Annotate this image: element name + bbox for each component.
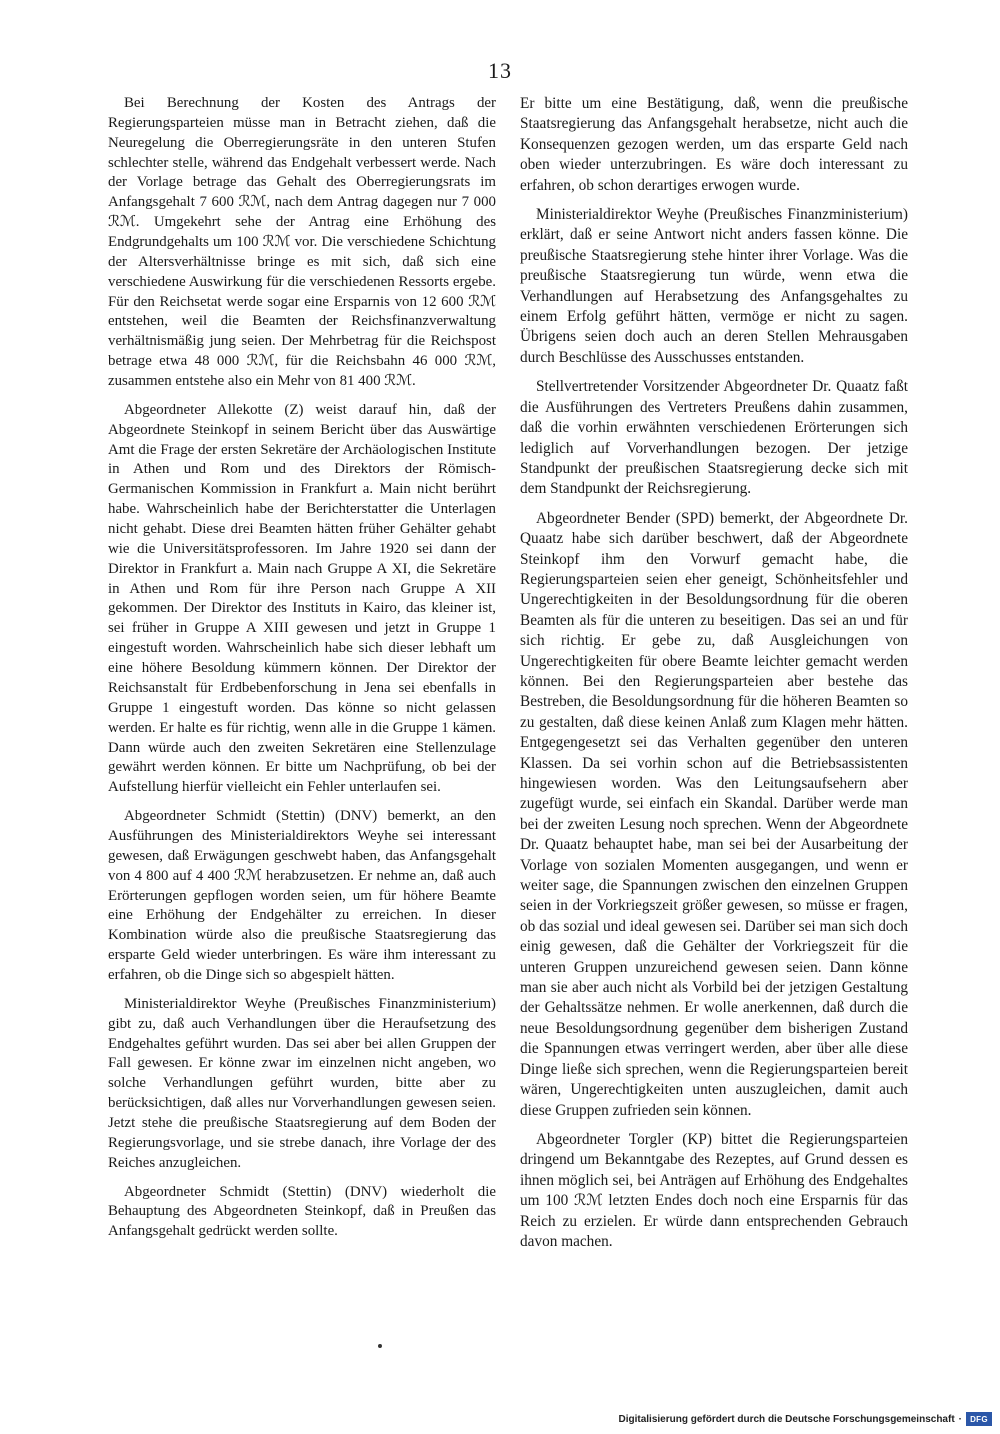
footer-separator: ·: [958, 1413, 962, 1425]
paragraph: Abgeordneter Allekotte (Z) weist darauf hin, daß der Abgeordnete Steinkopf in seinem Bericht über das Auswärtige Amt die Frage der ersten Sekretäre der Archäologischen Institute in Athen und Rom und des Direktors der Römisch-Germanischen Kommission in Frankfurt a. Main nicht berührt habe. Wahrscheinlich habe der Berichterstatter die Unterlagen nicht gehabt. Diese drei Beamten hätten früher Gehälter gehabt wie die Universitätsprofessoren. Im Jahre 1920 sei dann der Direktor in Frankfurt a. Main nach Gruppe A XI, die Sekretäre in Athen und Rom für ihre Person nach Gruppe A XII gekommen. Der Direktor des Instituts in Kairo, das kleiner ist, sei früher in Gruppe A XIII gewesen und jetzt in Gruppe 1 eingestuft worden. Wahrscheinlich habe sich dieser lebhaft um eine höhere Besoldung kümmern können. Der Direktor der Reichsanstalt für Erdbebenforschung in Jena sei ebenfalls in Gruppe 1 eingestuft worden. Das könne so nicht gelassen werden. Er halte es für richtig, wenn alle in die Gruppe 1 kämen. Dann würde auch den zweiten Sekretären eine Stellenzulage gewährt werden können. Er bitte um Nachprüfung, ob bei der Aufstellung hierfür vielleicht ein Fehler unterlaufen sei.: [108, 401, 496, 796]
page-number: 13: [488, 58, 512, 83]
paragraph: Bei Berechnung der Kosten des Antrags der Regierungsparteien müsse man in Betracht ziehen, daß die Neuregelung die Oberregierungsräte in den unteren Stufen schlechter stelle, während das Endgehalt verbessert werde. Nach der Vorlage betrage das Gehalt des Oberregierungsrats im Anfangsgehalt 7 600 ℛℳ, nach dem Antrag dagegen nur 7 000 ℛℳ. Umgekehrt sehe der Antrag eine Erhöhung des Endgrundgehalts um 100 ℛℳ vor. Die verschiedene Schichtung der Altersverhältnisse bringe es mit sich, daß sich eine verschiedene Auswirkung für die verschiedenen Ressorts ergebe. Für den Reichsetat werde sogar eine Ersparnis von 12 600 ℛℳ entstehen, weil die Beamten der Reichsfinanzverwaltung verhältnismäßig jung seien. Der Mehrbetrag für die Reichspost betrage etwa 48 000 ℛℳ, für die Reichsbahn 46 000 ℛℳ, zusammen entstehe also ein Mehr von 81 400 ℛℳ.: [108, 95, 496, 390]
dfg-logo-icon: DFG: [966, 1412, 992, 1426]
footer-text: Digitalisierung gefördert durch die Deutsche Forschungsgemeinschaft: [618, 1413, 955, 1425]
paragraph: Abgeordneter Schmidt (Stettin) (DNV) wiederholt die Behauptung des Abgeordneten Steinkopf, daß in Preußen das Anfangsgehalt gedrückt werden sollte.: [108, 1183, 496, 1240]
left-column: [108, 94, 496, 1251]
scan-speck: [378, 1344, 382, 1348]
paragraph: Ministerialdirektor Weyhe (Preußisches Finanzministerium) erklärt, daß er seine Antwort nicht anders fassen könne. Die preußische Staatsregierung stehe hinter ihrer Vorlage. Was die preußische Staatsregierung tun würde, wenn etwa die Verhandlungen auf Herabsetzung des Anfangsgehaltes zu einem Erfolg geführt hätten, vermöge er nicht zu sagen. Übrigens seien doch auch an deren Stellen Mehrausgaben durch Beschlüsse des Ausschusses entstanden.: [520, 206, 908, 366]
paragraph: Abgeordneter Bender (SPD) bemerkt, der Abgeordnete Dr. Quaatz habe sich darüber beschwert, daß der Abgeordnete Steinkopf ihm den Vorwurf gemacht habe, die Regierungsparteien seien eher geneigt, Schönheitsfehler und Ungerechtigkeiten in der Besoldungsordnung für die oberen Beamten als für die unteren zu beseitigen. Das sei an und für sich richtig. Er gebe zu, daß Ausgleichungen von Ungerechtigkeiten für obere Beamte leichter gemacht werden können. Bei den Regierungsparteien aber bestehe das Bestreben, die Besoldungsordnung für die höheren Beamten so zu gestalten, daß diese keinen Anlaß zum Klagen mehr hätten. Entgegengesetzt sei das Verhalten gegenüber den unteren Klassen. Da sei vorhin schon auf die Betriebsassistenten hingewiesen worden. Was den Leitungsaufsehern aber zugefügt wurde, sei einfach ein Skandal. Darüber werde man bei der zweiten Lesung noch sprechen. Wenn der Abgeordnete Dr. Quaatz behauptet habe, man sei bei der Ausarbeitung der Vorlage von sozialen Momenten ausgegangen, und wenn er weiter sage, die Spannungen zwischen den einzelnen Gruppen seien in der Vorkriegszeit größer gewesen, so müsse er fragen, ob das sozial und ideal gewesen sei. Darüber sei man sich doch einig gewesen, daß die Gehälter der Vorkriegszeit für die unteren Gruppen unzureichend gewesen seien. Dann könne man sie aber auch nicht als Vorbild bei der jetzigen Gestaltung der Gehaltssätze nehmen. Er wolle anerkennen, daß durch die neue Besoldungsordnung gegenüber dem bisherigen Zustand die Spannungen etwas verringert werden, aber über alle diese Dinge ließe sich sprechen, wenn die Regierungsparteien bereit wären, Ungerechtigkeiten unten auszugleichen, damit auch diese Gruppen zufrieden sein können.: [520, 509, 908, 1119]
footer: [618, 1412, 992, 1426]
paragraph: Stellvertretender Vorsitzender Abgeordneter Dr. Quaatz faßt die Ausführungen des Vertreters Preußens dahin zusammen, daß die vorhin erwähnten verschiedenen Erörterungen sich lediglich auf Vorverhandlungen bezogen. Der jetzige Standpunkt der preußischen Staatsregierung decke sich mit dem Standpunkt der Reichsregierung.: [520, 378, 908, 498]
paragraph: Er bitte um eine Bestätigung, daß, wenn die preußische Staatsregierung das Anfangsgehalt herabsetze, nicht auch die Konsequenzen gezogen werden, um das ersparte Geld nach oben wieder unterzubringen. Es wäre doch interessant zu erfahren, ob schon derartiges erwogen wurde.: [520, 95, 908, 194]
paragraph: Abgeordneter Schmidt (Stettin) (DNV) bemerkt, an den Ausführungen des Ministerialdirektors Weyhe sei interessant gewesen, daß Erwägungen geschwebt haben, das Anfangsgehalt von 4 800 auf 4 400 ℛℳ herabzusetzen. Er nehme an, daß auch Erörterungen gepflogen worden seien, um für höhere Beamte eine Erhöhung der Endgehälter zu erreichen. In dieser Kombination würde also die preußische Staatsregierung das ersparte Geld wieder unterbringen. Es wäre ihm interessant zu erfahren, ob die Dinge sich so abgespielt hätten.: [108, 808, 496, 983]
paragraph: Ministerialdirektor Weyhe (Preußisches Finanzministerium) gibt zu, daß auch Verhandlungen über die Heraufsetzung des Endgehaltes geführt wurden. Das sei aber bei allen Gruppen der Fall gewesen. Er könne zwar im einzelnen nicht angeben, wo solche Verhandlungen geführt wurden, bitte aber zu berücksichtigen, daß alles nur Vorverhandlungen gewesen seien. Jetzt stehe die preußische Staatsregierung auf dem Boden der Regierungsvorlage, und sie strebe danach, ihre Vorlage der des Reiches anzugleichen.: [108, 995, 496, 1171]
paragraph: Abgeordneter Torgler (KP) bittet die Regierungsparteien dringend um Bekanntgabe des Rezeptes, auf Grund dessen es ihnen möglich sei, bei Anträgen auf Erhöhung des Endgehaltes um 100 ℛℳ letzten Endes doch noch eine Ersparnis für das Reich zu erzielen. Er würde dann entsprechenden Gebrauch davon machen.: [520, 1130, 908, 1250]
right-column: [520, 94, 908, 1261]
